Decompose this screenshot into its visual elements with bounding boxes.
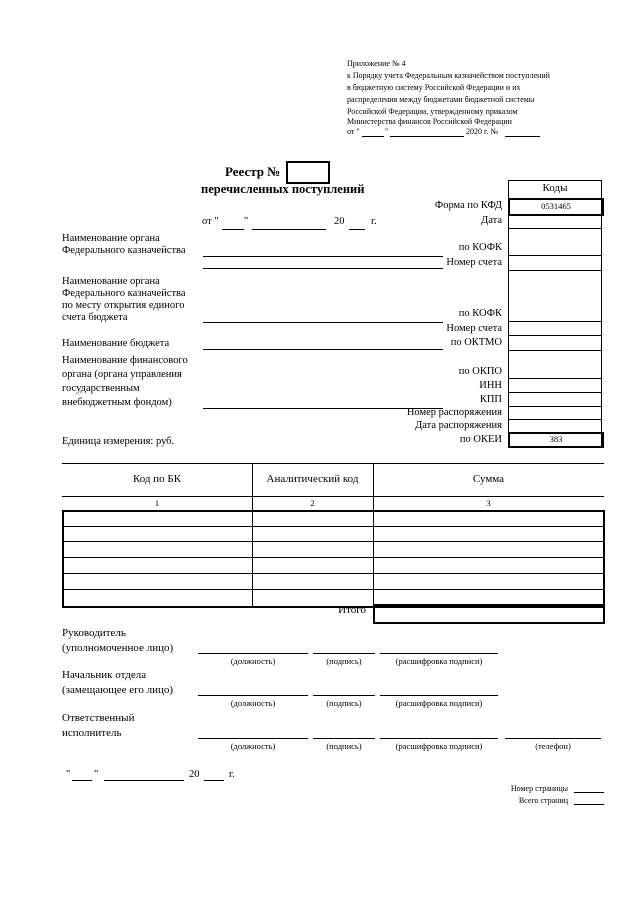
label-po-kofk-2: по КОФК: [458, 308, 502, 319]
footer-g: г.: [229, 769, 235, 780]
label-org-fk-place: счета бюджета: [62, 312, 128, 323]
resp-signature-line[interactable]: [313, 738, 375, 739]
label-org-fk-place: по месту открытия единого: [62, 300, 185, 311]
col-number: 3: [486, 498, 491, 508]
footer-quote: ": [94, 769, 99, 780]
resp-position-line[interactable]: [198, 738, 308, 739]
codes-divider: [508, 270, 602, 271]
label-fin-org: Наименование финансового: [62, 355, 188, 366]
footer-year-20: 20: [189, 769, 200, 780]
col-number: 2: [310, 498, 315, 508]
appendix-month-line: [390, 136, 464, 137]
resp-phone-line[interactable]: [505, 738, 601, 739]
footer-quote: ": [66, 769, 71, 780]
caption-signature: (подпись): [326, 656, 362, 666]
resp-decode-line[interactable]: [380, 738, 498, 739]
appendix-date-prefix: от ": [347, 127, 360, 136]
total-cell[interactable]: [373, 604, 605, 624]
total-label: Итого: [338, 604, 366, 616]
head-label: (уполномоченное лицо): [62, 642, 174, 654]
appendix-day-line: [362, 136, 384, 137]
appendix-date-year: 2020 г. №: [466, 127, 499, 136]
appendix-date-quote: ": [385, 127, 389, 136]
appendix-line: Российской Федерации, утвержденному приказом: [347, 107, 518, 116]
col-header-sum: Сумма: [472, 473, 505, 485]
date-month-line: [252, 229, 326, 230]
label-kpp: КПП: [479, 394, 502, 405]
label-po-okpo: по ОКПО: [458, 366, 502, 377]
codes-divider: [508, 406, 602, 407]
registry-title: Реестр №: [225, 164, 281, 179]
codes-header: Коды: [542, 182, 568, 194]
head-position-line[interactable]: [198, 653, 308, 654]
appendix-line: к Порядку учета Федеральным казначейством поступлений: [347, 71, 550, 80]
caption-decode: (расшифровка подписи): [395, 741, 483, 751]
org-fk-line[interactable]: [203, 256, 443, 257]
appendix-title: Приложение № 4: [347, 59, 406, 68]
codes-divider: [508, 228, 602, 229]
kfd-code-value: 0531465: [541, 201, 571, 211]
label-forma-kfd: Форма по КФД: [434, 200, 502, 211]
col-number: 1: [154, 498, 160, 508]
codes-divider: [508, 378, 602, 379]
label-org-fk: Федерального казначейства: [62, 245, 186, 256]
caption-position: (должность): [230, 656, 276, 666]
head-decode-line[interactable]: [380, 653, 498, 654]
pages-total-line[interactable]: [574, 804, 604, 805]
footer-month-line[interactable]: [104, 780, 184, 781]
table-row[interactable]: [62, 526, 604, 527]
registry-subtitle: перечисленных поступлений: [201, 182, 365, 196]
date-year-line: [349, 229, 365, 230]
appendix-line: в бюджетную систему Российской Федерации и их: [347, 83, 521, 92]
label-po-kofk-1: по КОФК: [458, 242, 502, 253]
codes-divider: [508, 419, 602, 420]
date-g: г.: [371, 216, 377, 227]
appendix-line: Министерства финансов Российской Федерации: [347, 117, 512, 126]
caption-signature: (подпись): [326, 698, 362, 708]
okei-code-value: 383: [549, 434, 563, 444]
table-header-bottom-line: [62, 496, 604, 497]
dept-label: (замещающее его лицо): [62, 684, 174, 696]
resp-label: Ответственный: [62, 712, 135, 724]
label-unit: Единица измерения: руб.: [62, 436, 175, 447]
appendix-number-line: [505, 136, 540, 137]
label-data-raspor: Дата распоряжения: [415, 420, 502, 431]
label-inn: ИНН: [479, 380, 502, 391]
table-top-line: [62, 463, 604, 464]
dept-signature-line[interactable]: [313, 695, 375, 696]
table-row[interactable]: [62, 589, 604, 590]
caption-decode: (расшифровка подписи): [395, 656, 483, 666]
col-header-analytic: Аналитический код: [266, 473, 359, 485]
resp-label: исполнитель: [62, 727, 122, 739]
col-header-kbk: Код по БК: [132, 473, 182, 485]
caption-decode: (расшифровка подписи): [395, 698, 483, 708]
appendix-line: распределения между бюджетами бюджетной системы: [347, 95, 535, 104]
footer-year-line[interactable]: [204, 780, 224, 781]
label-fin-org: внебюджетным фондом): [62, 397, 172, 408]
codes-divider: [508, 335, 602, 336]
table-col-divider: [252, 510, 253, 606]
caption-position: (должность): [230, 741, 276, 751]
date-quote: ": [244, 216, 249, 227]
table-body: [62, 510, 605, 608]
date-20: 20: [334, 216, 345, 227]
codes-divider: [508, 255, 602, 256]
page-number-line[interactable]: [574, 792, 604, 793]
head-signature-line[interactable]: [313, 653, 375, 654]
dept-label: Начальник отдела: [62, 669, 147, 681]
footer-day-line[interactable]: [72, 780, 92, 781]
fin-org-line[interactable]: [203, 408, 443, 409]
codes-divider: [508, 350, 602, 351]
caption-position: (должность): [230, 698, 276, 708]
table-row[interactable]: [62, 557, 604, 558]
org-fk-line-2[interactable]: [203, 268, 443, 269]
dept-decode-line[interactable]: [380, 695, 498, 696]
label-budget-name: Наименование бюджета: [62, 338, 170, 349]
org-fk-place-line[interactable]: [203, 322, 443, 323]
label-po-oktmo: по ОКТМО: [450, 337, 502, 348]
label-org-fk-place: Федерального казначейства: [62, 288, 186, 299]
table-row[interactable]: [62, 541, 604, 542]
label-nomer-scheta-1: Номер счета: [446, 257, 502, 268]
pages-total-label: Всего страниц: [518, 796, 568, 805]
page-number-label: Номер страницы: [510, 784, 568, 793]
label-po-okei: по ОКЕИ: [459, 434, 502, 445]
registry-number-box[interactable]: [286, 161, 330, 184]
label-org-fk: Наименование органа: [62, 233, 160, 244]
codes-divider: [508, 392, 602, 393]
label-fin-org: органа (органа управления: [62, 369, 182, 380]
label-data: Дата: [481, 215, 502, 226]
table-col-divider: [373, 510, 374, 606]
caption-phone: (телефон): [535, 741, 571, 751]
head-label: Руководитель: [62, 627, 126, 639]
dept-position-line[interactable]: [198, 695, 308, 696]
date-ot: от ": [202, 216, 219, 227]
table-row[interactable]: [62, 573, 604, 574]
label-fin-org: государственным: [62, 383, 140, 394]
label-nomer-raspor: Номер распоряжения: [406, 407, 502, 418]
codes-box: [508, 198, 602, 447]
date-day-line: [222, 229, 244, 230]
label-org-fk-place: Наименование органа: [62, 276, 160, 287]
label-nomer-scheta-2: Номер счета: [446, 323, 502, 334]
codes-divider: [508, 321, 602, 322]
caption-signature: (подпись): [326, 741, 362, 751]
budget-name-line[interactable]: [203, 349, 443, 350]
